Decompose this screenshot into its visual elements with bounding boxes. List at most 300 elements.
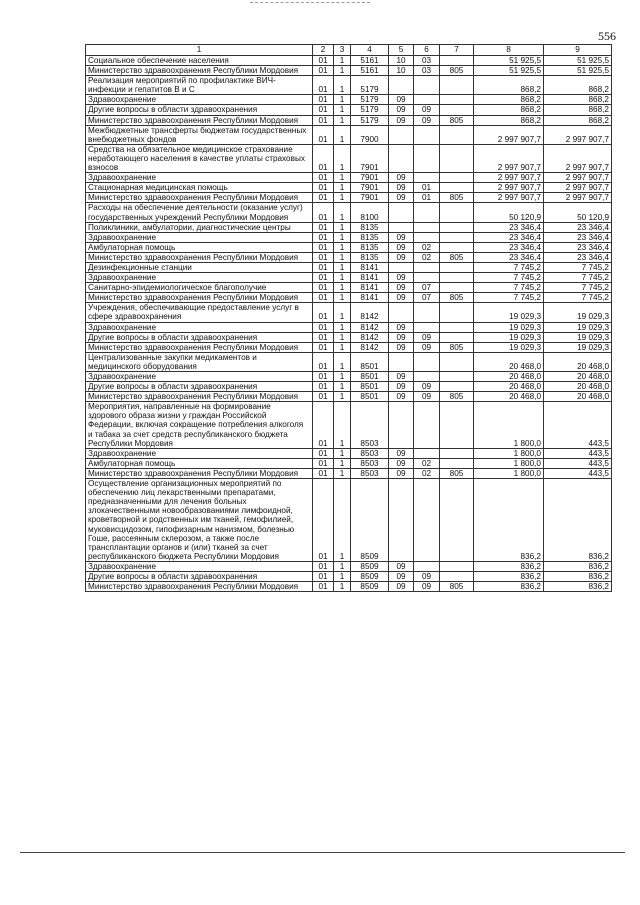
cell-amount-8: 1 800,0 xyxy=(474,402,544,448)
cell-code-5: 09 xyxy=(389,582,414,592)
cell-code-2: 01 xyxy=(313,193,334,203)
cell-code-5 xyxy=(389,303,414,322)
table-row xyxy=(86,303,612,322)
cell-code-2: 01 xyxy=(313,468,334,478)
cell-code-6 xyxy=(414,232,440,242)
cell-code-2: 01 xyxy=(313,342,334,352)
cell-name: Здравоохранение xyxy=(86,322,313,332)
cell-amount-9: 23 346,4 xyxy=(544,252,612,262)
cell-amount-8: 23 346,4 xyxy=(474,222,544,232)
table-row xyxy=(86,458,612,468)
cell-code-4: 8141 xyxy=(351,273,389,283)
table-body xyxy=(86,56,612,592)
cell-code-5: 09 xyxy=(389,115,414,125)
cell-amount-9: 51 925,5 xyxy=(544,56,612,66)
cell-code-4: 8135 xyxy=(351,252,389,262)
cell-code-3: 1 xyxy=(334,582,351,592)
cell-amount-8: 20 468,0 xyxy=(474,372,544,382)
cell-code-6: 01 xyxy=(414,193,440,203)
cell-code-6 xyxy=(414,303,440,322)
cell-name: Реализация мероприятий по профилактике ВИЧ-инфекции и гепатитов В и С xyxy=(86,76,313,95)
cell-amount-8: 868,2 xyxy=(474,95,544,105)
cell-code-7 xyxy=(440,322,474,332)
cell-amount-8: 50 120,9 xyxy=(474,203,544,222)
cell-amount-9: 20 468,0 xyxy=(544,392,612,402)
cell-code-7 xyxy=(440,173,474,183)
cell-code-3: 1 xyxy=(334,392,351,402)
cell-code-5 xyxy=(389,222,414,232)
cell-code-2: 01 xyxy=(313,352,334,371)
cell-code-6 xyxy=(414,561,440,571)
cell-name: Здравоохранение xyxy=(86,95,313,105)
cell-code-7: 805 xyxy=(440,582,474,592)
cell-code-5 xyxy=(389,262,414,272)
cell-code-2: 01 xyxy=(313,561,334,571)
cell-code-6: 03 xyxy=(414,66,440,76)
cell-name: Централизованные закупки медикаментов и медицинского оборудования xyxy=(86,352,313,371)
cell-amount-8: 20 468,0 xyxy=(474,382,544,392)
cell-code-6 xyxy=(414,402,440,448)
cell-code-5: 09 xyxy=(389,252,414,262)
cell-amount-9: 7 745,2 xyxy=(544,283,612,293)
cell-code-2: 01 xyxy=(313,372,334,382)
column-header: 4 xyxy=(351,45,389,56)
cell-code-3: 1 xyxy=(334,66,351,76)
cell-code-6 xyxy=(414,76,440,95)
cell-code-5: 09 xyxy=(389,183,414,193)
column-header: 5 xyxy=(389,45,414,56)
cell-amount-8: 7 745,2 xyxy=(474,293,544,303)
cell-code-4: 5179 xyxy=(351,105,389,115)
cell-amount-9: 20 468,0 xyxy=(544,352,612,371)
cell-amount-9: 868,2 xyxy=(544,105,612,115)
cell-code-6: 09 xyxy=(414,105,440,115)
cell-amount-8: 868,2 xyxy=(474,115,544,125)
table-row xyxy=(86,392,612,402)
cell-code-7 xyxy=(440,232,474,242)
cell-code-4: 8501 xyxy=(351,352,389,371)
cell-name: Здравоохранение xyxy=(86,173,313,183)
cell-code-4: 7901 xyxy=(351,144,389,172)
cell-amount-9: 23 346,4 xyxy=(544,232,612,242)
table-row xyxy=(86,372,612,382)
cell-code-6: 01 xyxy=(414,183,440,193)
cell-amount-9: 51 925,5 xyxy=(544,66,612,76)
cell-amount-9: 7 745,2 xyxy=(544,262,612,272)
cell-code-4: 8503 xyxy=(351,458,389,468)
cell-code-4: 5161 xyxy=(351,66,389,76)
cell-code-2: 01 xyxy=(313,76,334,95)
cell-name: Министерство здравоохранения Республики Мордовия xyxy=(86,66,313,76)
cell-code-5: 09 xyxy=(389,173,414,183)
cell-code-5: 10 xyxy=(389,56,414,66)
cell-code-6: 02 xyxy=(414,468,440,478)
cell-code-5: 09 xyxy=(389,561,414,571)
cell-code-3: 1 xyxy=(334,561,351,571)
table-row xyxy=(86,203,612,222)
cell-code-3: 1 xyxy=(334,382,351,392)
cell-amount-9: 2 997 907,7 xyxy=(544,125,612,144)
cell-code-6: 02 xyxy=(414,458,440,468)
cell-code-6 xyxy=(414,262,440,272)
cell-code-3: 1 xyxy=(334,144,351,172)
cell-code-7: 805 xyxy=(440,468,474,478)
cell-code-4: 8503 xyxy=(351,402,389,448)
table-row xyxy=(86,468,612,478)
cell-code-4: 8501 xyxy=(351,372,389,382)
cell-code-2: 01 xyxy=(313,105,334,115)
cell-code-2: 01 xyxy=(313,392,334,402)
cell-code-3: 1 xyxy=(334,273,351,283)
table-row xyxy=(86,66,612,76)
cell-code-4: 7901 xyxy=(351,193,389,203)
cell-amount-9: 7 745,2 xyxy=(544,273,612,283)
cell-code-6 xyxy=(414,273,440,283)
cell-code-2: 01 xyxy=(313,262,334,272)
table-row xyxy=(86,232,612,242)
cell-amount-8: 19 029,3 xyxy=(474,342,544,352)
table-row xyxy=(86,95,612,105)
cell-code-3: 1 xyxy=(334,232,351,242)
table-row xyxy=(86,352,612,371)
cell-code-5: 09 xyxy=(389,293,414,303)
cell-code-4: 8509 xyxy=(351,582,389,592)
table-row xyxy=(86,193,612,203)
cell-code-7 xyxy=(440,382,474,392)
cell-name: Другие вопросы в области здравоохранения xyxy=(86,105,313,115)
cell-code-4: 5161 xyxy=(351,56,389,66)
cell-code-2: 01 xyxy=(313,582,334,592)
cell-code-7 xyxy=(440,479,474,562)
cell-code-3: 1 xyxy=(334,56,351,66)
cell-code-7: 805 xyxy=(440,193,474,203)
cell-name: Социальное обеспечение населения xyxy=(86,56,313,66)
cell-name: Министерство здравоохранения Республики Мордовия xyxy=(86,582,313,592)
cell-code-6 xyxy=(414,222,440,232)
cell-amount-8: 1 800,0 xyxy=(474,468,544,478)
cell-code-4: 5179 xyxy=(351,95,389,105)
cell-code-7 xyxy=(440,402,474,448)
cell-amount-8: 51 925,5 xyxy=(474,66,544,76)
cell-code-6: 09 xyxy=(414,332,440,342)
cell-amount-9: 2 997 907,7 xyxy=(544,144,612,172)
cell-code-5: 09 xyxy=(389,193,414,203)
cell-code-3: 1 xyxy=(334,342,351,352)
cell-code-6 xyxy=(414,173,440,183)
cell-code-2: 01 xyxy=(313,242,334,252)
cell-code-4: 8503 xyxy=(351,448,389,458)
cell-code-5: 09 xyxy=(389,95,414,105)
cell-amount-9: 836,2 xyxy=(544,479,612,562)
cell-code-2: 01 xyxy=(313,144,334,172)
cell-code-3: 1 xyxy=(334,105,351,115)
cell-code-7 xyxy=(440,222,474,232)
cell-code-2: 01 xyxy=(313,183,334,193)
cell-amount-8: 23 346,4 xyxy=(474,242,544,252)
cell-code-7: 805 xyxy=(440,252,474,262)
cell-code-5 xyxy=(389,352,414,371)
table-row xyxy=(86,173,612,183)
cell-amount-8: 1 800,0 xyxy=(474,448,544,458)
cell-name: Учреждения, обеспечивающие предоставление услуг в сфере здравоохранения xyxy=(86,303,313,322)
cell-code-6 xyxy=(414,203,440,222)
cell-code-4: 5179 xyxy=(351,115,389,125)
cell-code-2: 01 xyxy=(313,283,334,293)
cell-amount-9: 20 468,0 xyxy=(544,372,612,382)
cell-amount-9: 836,2 xyxy=(544,561,612,571)
cell-amount-8: 20 468,0 xyxy=(474,352,544,371)
cell-code-4: 8141 xyxy=(351,293,389,303)
cell-amount-8: 23 346,4 xyxy=(474,232,544,242)
cell-code-5: 09 xyxy=(389,448,414,458)
cell-code-5: 09 xyxy=(389,332,414,342)
cell-code-2: 01 xyxy=(313,571,334,581)
cell-code-3: 1 xyxy=(334,372,351,382)
cell-code-4: 8142 xyxy=(351,342,389,352)
cell-code-7 xyxy=(440,56,474,66)
cell-name: Министерство здравоохранения Республики Мордовия xyxy=(86,252,313,262)
cell-code-4: 8501 xyxy=(351,382,389,392)
cell-code-2: 01 xyxy=(313,252,334,262)
cell-code-6: 07 xyxy=(414,293,440,303)
table-row xyxy=(86,479,612,562)
cell-code-5: 09 xyxy=(389,458,414,468)
cell-code-3: 1 xyxy=(334,283,351,293)
cell-code-4: 7901 xyxy=(351,183,389,193)
cell-amount-9: 2 997 907,7 xyxy=(544,193,612,203)
cell-name: Министерство здравоохранения Республики Мордовия xyxy=(86,293,313,303)
cell-amount-9: 19 029,3 xyxy=(544,303,612,322)
cell-amount-8: 868,2 xyxy=(474,76,544,95)
cell-amount-9: 443,5 xyxy=(544,402,612,448)
cell-code-7: 805 xyxy=(440,342,474,352)
cell-amount-9: 2 997 907,7 xyxy=(544,173,612,183)
cell-amount-8: 7 745,2 xyxy=(474,262,544,272)
cell-code-4: 8135 xyxy=(351,232,389,242)
cell-code-4: 7901 xyxy=(351,173,389,183)
cell-code-3: 1 xyxy=(334,402,351,448)
cell-code-7 xyxy=(440,303,474,322)
cell-code-3: 1 xyxy=(334,203,351,222)
table-row xyxy=(86,342,612,352)
table-row xyxy=(86,561,612,571)
cell-code-7 xyxy=(440,372,474,382)
cell-name: Амбулаторная помощь xyxy=(86,242,313,252)
cell-code-3: 1 xyxy=(334,76,351,95)
column-header: 8 xyxy=(474,45,544,56)
table-row xyxy=(86,262,612,272)
cell-code-5 xyxy=(389,479,414,562)
cell-code-6: 02 xyxy=(414,242,440,252)
cell-amount-8: 19 029,3 xyxy=(474,322,544,332)
cell-code-7: 805 xyxy=(440,66,474,76)
cell-code-3: 1 xyxy=(334,468,351,478)
cell-code-7 xyxy=(440,183,474,193)
cell-amount-8: 836,2 xyxy=(474,571,544,581)
table-header-row xyxy=(86,45,612,56)
cell-code-7 xyxy=(440,332,474,342)
cell-code-4: 8135 xyxy=(351,222,389,232)
table-row xyxy=(86,571,612,581)
cell-code-2: 01 xyxy=(313,125,334,144)
cell-name: Санитарно-эпидемиологическое благополучие xyxy=(86,283,313,293)
cell-amount-9: 836,2 xyxy=(544,571,612,581)
cell-amount-8: 836,2 xyxy=(474,582,544,592)
cell-amount-9: 443,5 xyxy=(544,458,612,468)
cell-code-5 xyxy=(389,125,414,144)
cell-name: Здравоохранение xyxy=(86,448,313,458)
cell-code-5: 09 xyxy=(389,468,414,478)
cell-code-7 xyxy=(440,95,474,105)
cell-code-2: 01 xyxy=(313,95,334,105)
table-row xyxy=(86,183,612,193)
cell-name: Расходы на обеспечение деятельности (оказание услуг) государственных учреждений Республики Мордовия xyxy=(86,203,313,222)
cell-code-2: 01 xyxy=(313,402,334,448)
table-row xyxy=(86,76,612,95)
cell-code-7 xyxy=(440,203,474,222)
table-row xyxy=(86,448,612,458)
cell-name: Министерство здравоохранения Республики Мордовия xyxy=(86,342,313,352)
cell-amount-8: 868,2 xyxy=(474,105,544,115)
cell-code-7 xyxy=(440,283,474,293)
cell-name: Здравоохранение xyxy=(86,273,313,283)
column-header: 9 xyxy=(544,45,612,56)
cell-code-4: 8142 xyxy=(351,322,389,332)
cell-name: Стационарная медицинская помощь xyxy=(86,183,313,193)
cell-code-7: 805 xyxy=(440,115,474,125)
cell-code-5: 09 xyxy=(389,283,414,293)
column-header: 6 xyxy=(414,45,440,56)
cell-name: Другие вопросы в области здравоохранения xyxy=(86,571,313,581)
cell-code-3: 1 xyxy=(334,95,351,105)
page-number: 556 xyxy=(598,29,616,43)
cell-code-3: 1 xyxy=(334,322,351,332)
cell-name: Здравоохранение xyxy=(86,561,313,571)
cell-code-2: 01 xyxy=(313,293,334,303)
cell-code-5: 09 xyxy=(389,232,414,242)
cell-code-6 xyxy=(414,322,440,332)
cell-code-4: 8509 xyxy=(351,571,389,581)
table-row xyxy=(86,115,612,125)
cell-amount-9: 20 468,0 xyxy=(544,382,612,392)
budget-table xyxy=(85,44,612,592)
cell-amount-9: 19 029,3 xyxy=(544,342,612,352)
cell-name: Министерство здравоохранения Республики Мордовия xyxy=(86,115,313,125)
cell-amount-9: 2 997 907,7 xyxy=(544,183,612,193)
cell-name: Другие вопросы в области здравоохранения xyxy=(86,332,313,342)
cell-amount-9: 868,2 xyxy=(544,95,612,105)
table-row xyxy=(86,322,612,332)
table-row xyxy=(86,273,612,283)
cell-code-2: 01 xyxy=(313,448,334,458)
cell-code-2: 01 xyxy=(313,303,334,322)
table-row xyxy=(86,125,612,144)
cell-name: Дезинфекционные станции xyxy=(86,262,313,272)
cell-code-2: 01 xyxy=(313,273,334,283)
cell-name: Поликлиники, амбулатории, диагностические центры xyxy=(86,222,313,232)
cell-amount-8: 23 346,4 xyxy=(474,252,544,262)
cell-code-3: 1 xyxy=(334,352,351,371)
cell-amount-8: 19 029,3 xyxy=(474,303,544,322)
cell-name: Министерство здравоохранения Республики Мордовия xyxy=(86,468,313,478)
cell-amount-8: 19 029,3 xyxy=(474,332,544,342)
cell-amount-8: 7 745,2 xyxy=(474,283,544,293)
cell-code-4: 8135 xyxy=(351,242,389,252)
cell-amount-8: 2 997 907,7 xyxy=(474,173,544,183)
column-header: 7 xyxy=(440,45,474,56)
cell-code-5: 09 xyxy=(389,105,414,115)
cell-code-4: 7900 xyxy=(351,125,389,144)
cell-amount-9: 836,2 xyxy=(544,582,612,592)
cell-amount-9: 868,2 xyxy=(544,115,612,125)
cell-amount-9: 23 346,4 xyxy=(544,242,612,252)
cell-code-6 xyxy=(414,352,440,371)
cell-code-4: 8503 xyxy=(351,468,389,478)
column-header: 3 xyxy=(334,45,351,56)
cell-amount-9: 19 029,3 xyxy=(544,332,612,342)
table-row xyxy=(86,252,612,262)
cell-code-3: 1 xyxy=(334,303,351,322)
cell-code-7 xyxy=(440,125,474,144)
cell-code-3: 1 xyxy=(334,115,351,125)
table-row xyxy=(86,293,612,303)
cell-code-5 xyxy=(389,402,414,448)
table-row xyxy=(86,582,612,592)
cell-code-6 xyxy=(414,448,440,458)
cell-amount-8: 836,2 xyxy=(474,561,544,571)
cell-name: Здравоохранение xyxy=(86,232,313,242)
table-row xyxy=(86,283,612,293)
cell-name: Другие вопросы в области здравоохранения xyxy=(86,382,313,392)
cell-code-6: 09 xyxy=(414,342,440,352)
cell-code-6 xyxy=(414,479,440,562)
cell-code-2: 01 xyxy=(313,66,334,76)
cell-code-5: 09 xyxy=(389,342,414,352)
cell-name: Мероприятия, направленные на формирование здорового образа жизни у граждан Российской Федерации, включая сокращение потребления алкоголя и табака за счет средств республиканского бюджета Республики Мордовия xyxy=(86,402,313,448)
cell-code-4: 8141 xyxy=(351,262,389,272)
cell-code-6 xyxy=(414,95,440,105)
cell-code-5 xyxy=(389,203,414,222)
cell-code-2: 01 xyxy=(313,222,334,232)
cell-amount-8: 51 925,5 xyxy=(474,56,544,66)
cell-amount-9: 443,5 xyxy=(544,468,612,478)
cell-code-6: 03 xyxy=(414,56,440,66)
table-row xyxy=(86,332,612,342)
cell-code-3: 1 xyxy=(334,222,351,232)
cell-name: Межбюджетные трансферты бюджетам государственных внебюджетных фондов xyxy=(86,125,313,144)
cell-amount-9: 19 029,3 xyxy=(544,322,612,332)
cell-amount-9: 50 120,9 xyxy=(544,203,612,222)
cell-code-5: 09 xyxy=(389,322,414,332)
cell-code-3: 1 xyxy=(334,479,351,562)
cell-code-2: 01 xyxy=(313,173,334,183)
table-row xyxy=(86,382,612,392)
table-row xyxy=(86,56,612,66)
cell-code-6: 09 xyxy=(414,582,440,592)
cell-code-3: 1 xyxy=(334,262,351,272)
cell-name: Министерство здравоохранения Республики Мордовия xyxy=(86,193,313,203)
cell-code-3: 1 xyxy=(334,252,351,262)
cell-code-4: 8100 xyxy=(351,203,389,222)
cell-code-7 xyxy=(440,561,474,571)
cell-code-7 xyxy=(440,242,474,252)
table-row xyxy=(86,144,612,172)
cell-code-2: 01 xyxy=(313,322,334,332)
cell-code-4: 8501 xyxy=(351,392,389,402)
column-header: 1 xyxy=(86,45,313,56)
cell-code-6: 09 xyxy=(414,392,440,402)
cell-code-2: 01 xyxy=(313,479,334,562)
